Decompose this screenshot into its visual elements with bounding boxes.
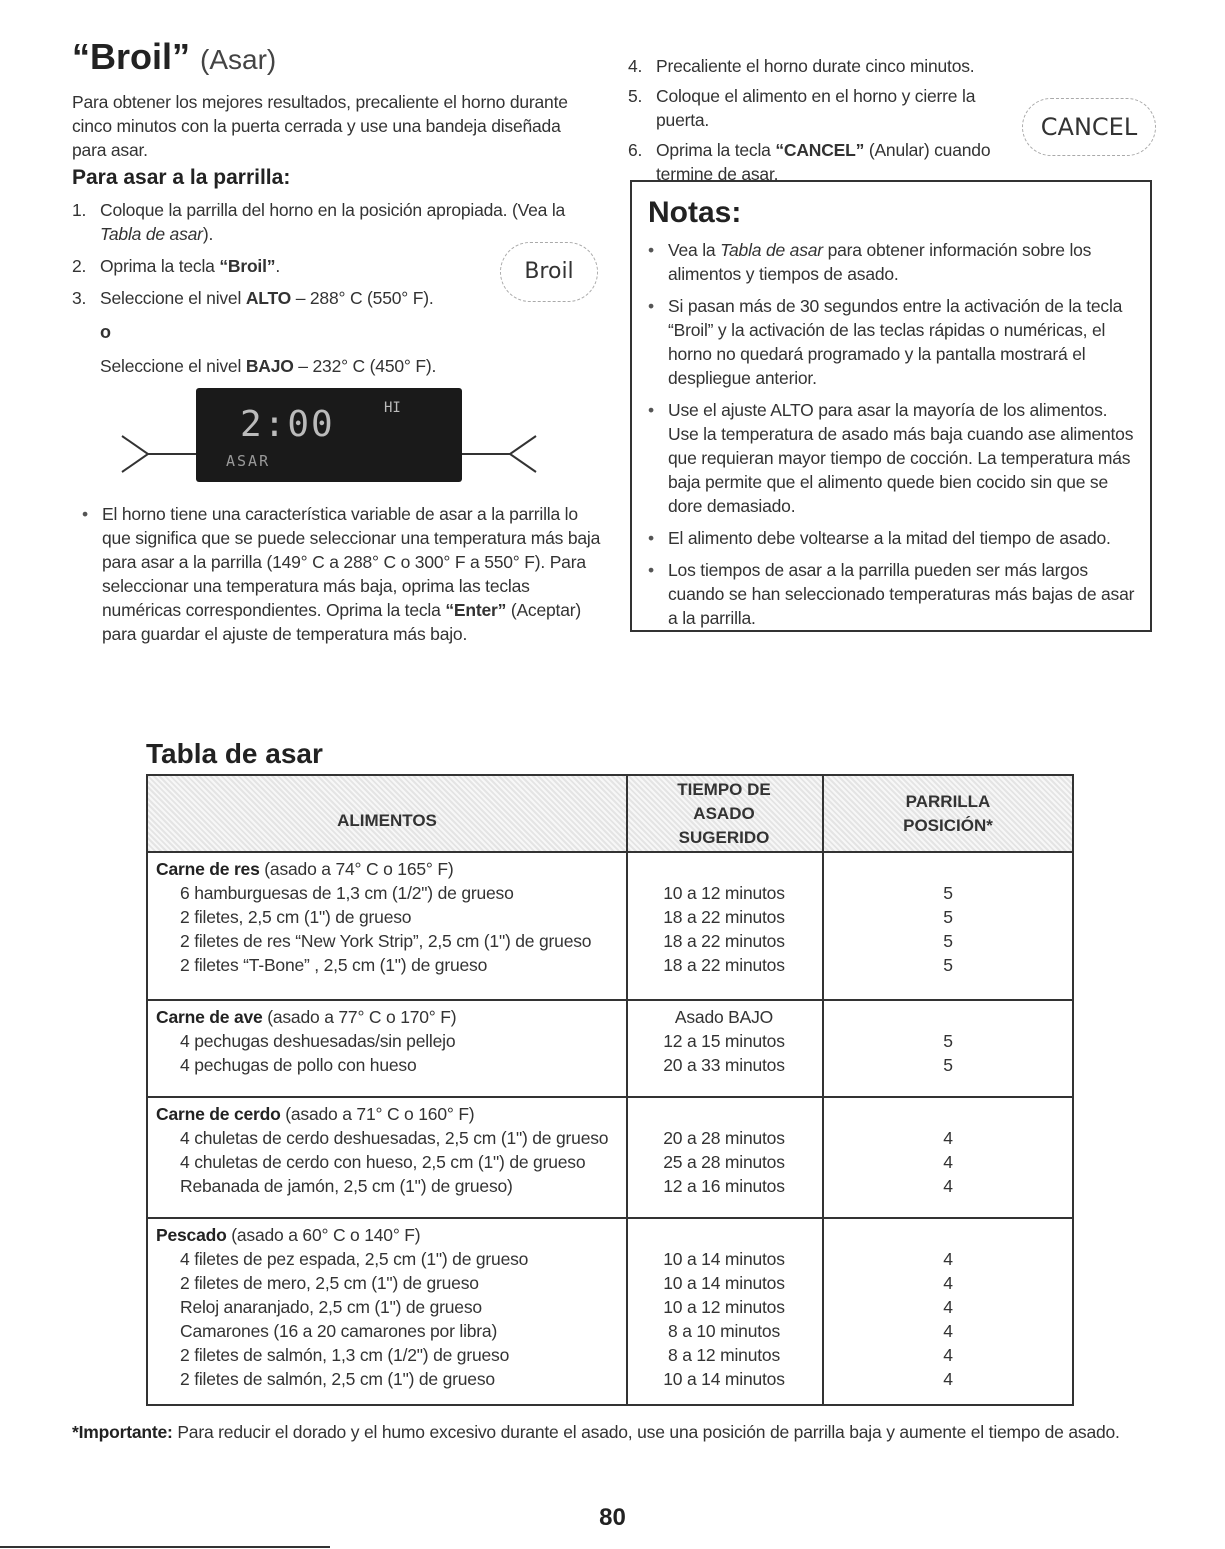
position-cell: 4 [943,1128,953,1148]
step-4: 4. Precaliente el horno durate cinco minutos. [628,56,975,76]
table-header [148,776,1072,853]
notes-title: Notas: [648,196,742,229]
food-item: 4 pechugas deshuesadas/sin pellejo [180,1031,456,1051]
position-cell: 4 [943,1345,953,1365]
step-3: 3. Seleccione el nivel ALTO – 288° C (550° F). [72,288,434,308]
page-title-sub: (Asar) [200,44,277,75]
position-cell: 4 [943,1273,953,1293]
position-cell: 5 [943,907,953,927]
food-item: Rebanada de jamón, 2,5 cm (1") de grueso) [180,1176,513,1196]
group-time-heading [626,1102,822,1126]
time-cell: 25 a 28 minutos [663,1152,785,1172]
table-title: Tabla de asar [146,738,323,769]
footnote: *Importante: Para reducir el dorado y el humo excesivo durante el asado, use una posición de parrilla baja y aumente el tiempo de asado. [72,1422,1120,1442]
time-cell: 10 a 12 minutos [663,883,785,903]
display-mode: HI [384,400,401,416]
time-cell: 20 a 33 minutos [663,1055,785,1075]
bottom-rule [0,1546,330,1548]
time-cell: 18 a 22 minutos [663,931,785,951]
group-time-heading [626,1223,822,1247]
table-group [148,853,1072,1001]
display-time: 2:00 [240,404,335,445]
note-item: • Use el ajuste ALTO para asar la mayoría de los alimentos. Use la temperatura de asado más baja cuando ase alimentos que requieran mayor tiempo de cocción. La temperatura más baja permite que el alimento quede bien cocido sin que se dore demasiado. [648,398,1138,518]
intro-text: Para obtener los mejores resultados, precaliente el horno durante cinco minutos con la puerta cerrada y use una bandeja diseñada para asar. [72,92,568,160]
food-item: 6 hamburguesas de 1,3 cm (1/2") de grueso [180,883,514,903]
note-item: • Los tiempos de asar a la parrilla pueden ser más largos cuando se han seleccionado temperaturas más bajas de asar a la parrilla. [648,558,1138,630]
steps-right [628,54,1028,186]
header-posicion: PARRILLA POSICIÓN* [903,791,993,835]
page-number: 80 [599,1504,626,1531]
position-cell: 4 [943,1369,953,1389]
step-2: 2. Oprima la tecla “Broil”. [72,256,280,276]
section-heading: Para asar a la parrilla: [72,166,291,189]
time-cell: 8 a 10 minutos [668,1321,780,1341]
header-alimentos: ALIMENTOS [337,810,437,830]
position-cell: 5 [943,931,953,951]
position-cell: 4 [943,1321,953,1341]
group-heading: Pescado (asado a 60° C o 140° F) [156,1225,421,1245]
note-item: • Si pasan más de 30 segundos entre la activación de la tecla “Broil” y la activación de las teclas rápidas o numéricas, el horno no quedará programado y la pantalla mostrará el despliegue anterior. [648,294,1138,390]
position-cell: 5 [943,883,953,903]
display-pointer-right-icon [460,432,540,476]
position-cell: 5 [943,1055,953,1075]
table-group [148,1001,1072,1098]
time-cell: 10 a 12 minutos [663,1297,785,1317]
or-word: o [100,322,111,342]
food-item: 2 filetes de salmón, 1,3 cm (1/2") de grueso [180,1345,510,1365]
group-heading: Carne de ave (asado a 77° C o 170° F) [156,1007,457,1027]
time-cell: 12 a 16 minutos [663,1176,785,1196]
position-cell: 4 [943,1297,953,1317]
food-item: 4 chuletas de cerdo con hueso, 2,5 cm (1") de grueso [180,1152,586,1172]
food-item: 2 filetes “T-Bone” , 2,5 cm (1") de grueso [180,955,488,975]
group-heading: Carne de cerdo (asado a 71° C o 160° F) [156,1104,475,1124]
display-label: ASAR [226,452,271,470]
food-item: 2 filetes de salmón, 2,5 cm (1") de grueso [180,1369,495,1389]
notes-box [630,180,1152,632]
time-cell: 20 a 28 minutos [663,1128,785,1148]
broil-table [146,774,1074,1406]
food-item: 2 filetes de mero, 2,5 cm (1") de grueso [180,1273,479,1293]
step-5: 5. Coloque el alimento en el horno y cierre la puerta. [628,86,976,130]
display-pointer-left-icon [118,432,198,476]
table-group [148,1219,1072,1406]
food-item: Reloj anaranjado, 2,5 cm (1") de grueso [180,1297,482,1317]
table-group [148,1098,1072,1219]
position-cell: 5 [943,1031,953,1051]
group-heading: Carne de res (asado a 74° C o 165° F) [156,859,454,879]
time-cell: 18 a 22 minutos [663,907,785,927]
page-title: “Broil” (Asar) [72,36,277,77]
step-1: 1. Coloque la parrilla del horno en la posición apropiada. (Vea la Tabla de asar). [72,200,566,244]
food-item: 2 filetes de res “New York Strip”, 2,5 cm (1") de grueso [180,931,592,951]
time-cell: 10 a 14 minutos [663,1273,785,1293]
food-item: Camarones (16 a 20 camarones por libra) [180,1321,498,1341]
food-item: 4 chuletas de cerdo deshuesadas, 2,5 cm (1") de grueso [180,1128,609,1148]
header-tiempo: TIEMPO DE ASADO SUGERIDO [677,779,771,847]
time-cell: 10 a 14 minutos [663,1369,785,1389]
time-cell: 8 a 12 minutos [668,1345,780,1365]
note-item: • Vea la Tabla de asar para obtener información sobre los alimentos y tiempos de asado. [648,238,1138,286]
time-cell: 10 a 14 minutos [663,1249,785,1269]
time-cell: 12 a 15 minutos [663,1031,785,1051]
position-cell: 4 [943,1176,953,1196]
broil-variable-note: • El horno tiene una característica variable de asar a la parrilla lo que significa que se puede seleccionar una temperatura más baja para asar a la parrilla (149° C a 288° C o 300° F a 550° F). Para seleccionar una temperatura más baja, oprima las teclas numéricas correspondientes. Oprima la tecla “Enter” (Aceptar) para guardar el ajuste de temperatura más bajo. [82,502,604,646]
alt-step: Seleccione el nivel BAJO – 232° C (450° F). [100,356,437,376]
group-time-heading [626,857,822,881]
cancel-key-button[interactable]: CANCEL [1022,98,1156,156]
time-cell: 18 a 22 minutos [663,955,785,975]
position-cell: 4 [943,1249,953,1269]
group-time-heading: Asado BAJO [674,1007,774,1027]
steps-left [72,198,572,310]
step-6: 6. Oprima la tecla “CANCEL” (Anular) cuando termine de asar. [628,140,991,184]
position-cell: 5 [943,955,953,975]
oven-display [196,388,462,482]
food-item: 4 filetes de pez espada, 2,5 cm (1") de grueso [180,1249,529,1269]
position-cell: 4 [943,1152,953,1172]
note-item: • El alimento debe voltearse a la mitad del tiempo de asado. [648,526,1138,550]
food-item: 2 filetes, 2,5 cm (1") de grueso [180,907,412,927]
broil-key-button[interactable]: Broil [500,242,598,302]
food-item: 4 pechugas de pollo con hueso [180,1055,417,1075]
